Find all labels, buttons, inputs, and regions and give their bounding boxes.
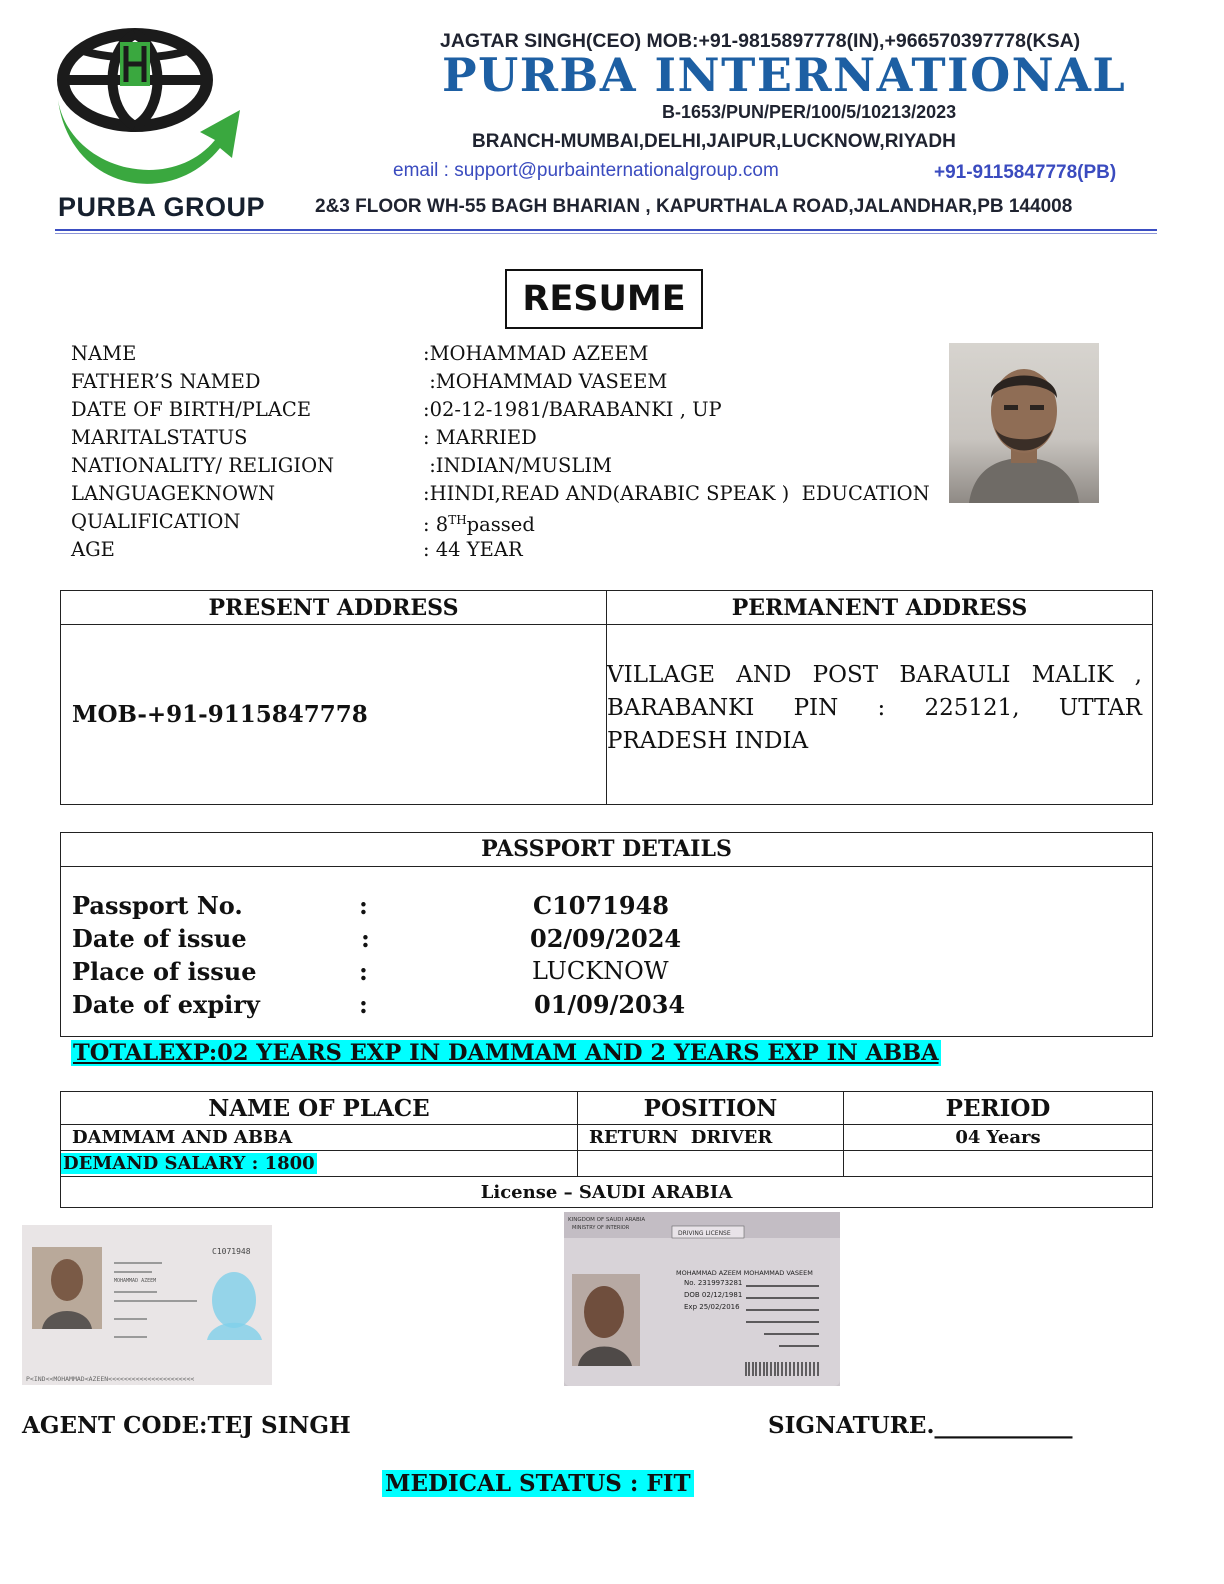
position-header: POSITION — [578, 1092, 844, 1125]
company-name: PURBA INTERNATIONAL — [442, 48, 1127, 102]
table-row — [61, 1125, 1153, 1151]
license-scan-image — [564, 1212, 840, 1386]
name-value: :MOHAMMAD AZEEM — [423, 342, 649, 365]
issue-date-value: 02/09/2024 — [530, 924, 682, 953]
passport-no-label: Passport No. — [72, 891, 243, 920]
qualification-suffix: passed — [466, 513, 535, 536]
passport-details-box — [60, 832, 1153, 1037]
experience-table — [60, 1091, 1153, 1208]
nationality-label: NATIONALITY/ RELIGION — [71, 454, 335, 477]
permanent-address-header: PERMANENT ADDRESS — [607, 591, 1153, 625]
expiry-date-label: Date of expiry — [72, 990, 260, 1019]
header-divider — [55, 229, 1157, 231]
license-number: No. 2319973281 — [684, 1279, 743, 1287]
name-label: NAME — [71, 342, 137, 365]
period-cell: 04 Years — [844, 1125, 1153, 1151]
issue-place-colon: : — [359, 957, 368, 986]
issue-place-label: Place of issue — [72, 957, 257, 986]
candidate-photo — [949, 343, 1099, 503]
age-value: : 44 YEAR — [423, 538, 523, 561]
passport-scan-image — [22, 1225, 272, 1385]
present-address-cell: MOB-+91-9115847778 — [61, 625, 607, 805]
language-label: LANGUAGEKNOWN — [71, 482, 276, 505]
expiry-date-colon: : — [359, 990, 368, 1019]
empty-cell — [844, 1151, 1153, 1177]
table-row — [61, 1177, 1153, 1208]
place-cell: DAMMAM AND ABBA — [61, 1125, 578, 1151]
passport-details-header: PASSPORT DETAILS — [61, 833, 1152, 867]
qualification-prefix: : 8 — [423, 513, 449, 536]
license-ministry: MINISTRY OF INTERIOR — [572, 1225, 630, 1231]
branch-list: BRANCH-MUMBAI,DELHI,JAIPUR,LUCKNOW,RIYADH — [472, 131, 956, 152]
license-expiry: Exp 25/02/2016 — [684, 1303, 740, 1311]
issue-place-value: LUCKNOW — [532, 957, 669, 985]
license-dob: DOB 02/12/1981 — [684, 1291, 743, 1299]
age-label: AGE — [71, 538, 115, 561]
license-cell: License – SAUDI ARABIA — [61, 1177, 1153, 1208]
language-value: :HINDI,READ AND(ARABIC SPEAK ) EDUCATION — [423, 482, 930, 505]
position-cell: RETURN DRIVER — [578, 1125, 844, 1151]
present-address-header: PRESENT ADDRESS — [61, 591, 607, 625]
dob-label: DATE OF BIRTH/PLACE — [71, 398, 312, 421]
medical-status: MEDICAL STATUS : FIT — [382, 1470, 694, 1497]
marital-status-value: : MARRIED — [423, 426, 537, 449]
globe-arrow-logo-icon — [50, 20, 250, 200]
signature-field: SIGNATURE.____________ — [768, 1412, 1073, 1439]
table-row — [61, 1151, 1153, 1177]
passport-mrz: P<IND<<MOHAMMAD<AZEEN<<<<<<<<<<<<<<<<<<<<<< — [26, 1375, 195, 1383]
issue-date-label: Date of issue — [72, 924, 247, 953]
demand-salary: DEMAND SALARY : 1800 — [63, 1153, 315, 1174]
license-country: KINGDOM OF SAUDI ARABIA — [568, 1217, 646, 1223]
place-header: NAME OF PLACE — [61, 1092, 578, 1125]
empty-cell — [578, 1151, 844, 1177]
permanent-address-cell: VILLAGE AND POST BARAULI MALIK , BARABANKI PIN : 225121, UTTAR PRADESH INDIA — [607, 625, 1153, 805]
dob-value: :02-12-1981/BARABANKI , UP — [423, 398, 722, 421]
logo-text: PURBA GROUP — [58, 192, 266, 222]
total-experience: TOTALEXP:02 YEARS EXP IN DAMMAM AND 2 YEARS EXP IN ABBA — [73, 1040, 939, 1066]
header-divider-thin — [55, 233, 1157, 234]
company-phone: +91-9115847778(PB) — [934, 162, 1117, 183]
office-address: 2&3 FLOOR WH-55 BAGH BHARIAN , KAPURTHALA ROAD,JALANDHAR,PB 144008 — [315, 196, 1073, 217]
qualification-label: QUALIFICATION — [71, 510, 241, 533]
license-title: DRIVING LICENSE — [678, 1230, 731, 1237]
person-photo-icon — [949, 343, 1099, 503]
company-email: email : support@purbainternationalgroup.com — [393, 160, 779, 181]
nationality-value: :INDIAN/MUSLIM — [423, 454, 612, 477]
passport-no-colon: : — [359, 891, 368, 920]
agent-code: AGENT CODE:TEJ SINGH — [22, 1412, 351, 1439]
license-name: MOHAMMAD AZEEM MOHAMMAD VASEEM — [676, 1269, 813, 1277]
ceo-contact-line: JAGTAR SINGH(CEO) MOB:+91-9815897778(IN),+966570397778(KSA) — [440, 30, 1081, 52]
marital-status-label: MARITALSTATUS — [71, 426, 248, 449]
passport-no-value: C1071948 — [533, 891, 669, 920]
company-logo — [50, 20, 250, 200]
address-table — [60, 590, 1153, 805]
father-name-value: :MOHAMMAD VASEEM — [423, 370, 668, 393]
qualification-sup: TH — [448, 513, 467, 527]
passport-scan — [22, 1225, 272, 1385]
issue-date-colon: : — [361, 924, 370, 953]
resume-title: RESUME — [505, 269, 703, 329]
passport-scan-name: MOHAMMAD AZEEM — [114, 1278, 157, 1284]
licence-number: B-1653/PUN/PER/100/5/10213/2023 — [662, 102, 957, 122]
expiry-date-value: 01/09/2034 — [534, 990, 686, 1019]
driving-license-scan — [564, 1212, 840, 1386]
period-header: PERIOD — [844, 1092, 1153, 1125]
qualification-value — [423, 508, 535, 537]
passport-scan-number: C1071948 — [212, 1247, 251, 1256]
father-name-label: FATHER’S NAMED — [71, 370, 261, 393]
